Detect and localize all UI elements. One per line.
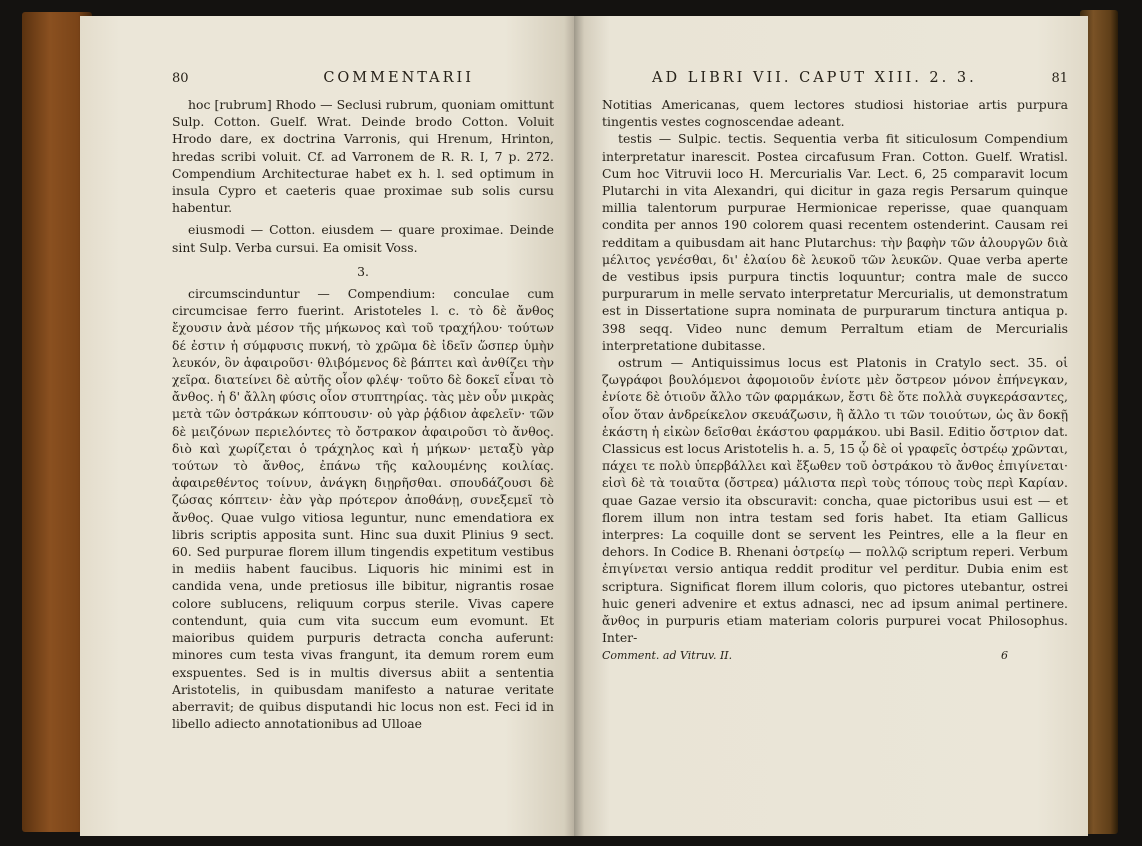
paragraph: circumscinduntur — Compendium: conculae cum circumcisae ferro fuerint. Aristoteles l. c. τὸ δὲ ἄνθος ἔχουσιν ἀνὰ μέσον τῆς μήκωνος καὶ τοῦ τραχήλου· τούτων δέ ἐστιν ἡ σύμφυσις πυκνή, τὸ χρῶμα δὲ ἰδεῖν ὥσπερ ὑμὴν λευκόν, ὃν ἀφαιροῦσι· θλιβόμενος δὲ βάπτει καὶ ἀνθίζει τὴν χεῖρα. διατείνει δὲ αὐτῆς οἷον φλέψ· τοῦτο δὲ δοκεῖ εἶναι τὸ ἄνθος. ἡ δ' ἄλλη φύσις οἷον στυπτηρίας. τὰς μὲν οὖν μικρὰς μετὰ τῶν ὀστράκων κόπτουσιν· οὐ γὰρ ῥᾴδιον ἀφελεῖν· τῶν δὲ μειζόνων περιελόντες τὸ ὄστρακον ἀφαιροῦσι τὸ ἄνθος. διὸ καὶ χωρίζεται ὁ τράχηλος καὶ ἡ μήκων· μεταξὺ γὰρ τούτων τὸ ἄνθος, ἐπάνω τῆς καλουμένης κοιλίας. ἀφαιρεθέντος τοίνυν, ἀνάγκη διῃρῆσθαι. σπουδάζουσι δὲ ζώσας κόπτειν· ἐὰν γὰρ πρότερον ἀποθάνῃ, συνεξεμεῖ τὸ ἄνθος. Quae vulgo vitiosa leguntur, nunc emendatiora ex libris scriptis apposita sunt. Hinc sua duxit Plinius 9 sect. 60. Sed purpurae florem illum tingendis expetitum vestibus in mediis habent faucibus. Liquoris hic minimi est in candida vena, unde pretiosus ille bibitur, nigrantis rosae colore sublucens, reliquum corpus sterile. Vivas capere contendunt, quia cum vita succum eum evomunt. Et maioribus quidem purpuris detracta concha auferunt: minores cum testa vivas frangunt, ita demum rorem eum exspuentes. Sed is in multis diversus abiit a sententia Aristotelis, in quibusdam manifesto a naturae veritate aberravit; de quibus disputandi hic locus non est. Feci id in libello adiecto annotationibus ad Ulloae <box>172 286 554 732</box>
left-page-body <box>172 96 554 732</box>
left-page <box>80 16 574 836</box>
section-number: 3. <box>357 263 369 279</box>
paragraph: eiusmodi — Cotton. eiusdem — quare proximae. Deinde sint Sulp. Verba cursui. Ea omisit Voss. <box>172 222 554 255</box>
right-running-head-title: AD LIBRI VII. CAPUT XIII. 2. 3. <box>652 70 977 86</box>
left-page-number: 80 <box>172 71 189 86</box>
paragraph: testis — Sulpic. tectis. Sequentia verba fit siticulosum Compendium interpretatur inarescit. Postea circafusum Fran. Cotton. Guelf. Wratisl. Cum hoc Vitruvii loco H. Mercurialis Var. Lect. 6, 25 comparavit locum Plutarchi in vita Alexandri, qui dicitur in gaza regis Persarum quinque millia talentorum purpurae Hermionicae reperisse, quae quanquam condita per annos 190 colorem quasi recentem ostenderint. Causam rei redditam a quibusdam ait hanc Plutarchus: τὴν βαφὴν τῶν ἁλουργῶν διὰ μέλιτος γενέσθαι, δι' ἐλαίου δὲ λευκοῦ τῶν λευκῶν. Quae verba aperte de vestibus ipsis purpura tinctis loquuntur; contra male de succo purpurarum in melle servato interpretatur Mercurialis, ut demonstratum est in Dissertatione supra nominata de purpurarum tinctura antiqua p. 398 seqq. Video nunc demum Perraltum etiam de Mercurialis interpretatione dubitasse. <box>602 131 1068 353</box>
footer-title: Comment. ad Vitruv. II. <box>602 648 733 662</box>
left-running-head <box>172 70 554 96</box>
footer-signature: 6 <box>1001 648 1008 662</box>
paragraph: Notitias Americanas, quem lectores studiosi historiae artis purpura tingentis vestes cognoscendae adeant. <box>602 97 1068 130</box>
right-page-body <box>602 96 1068 647</box>
right-page-number: 81 <box>1051 71 1068 86</box>
right-running-head <box>602 70 1068 96</box>
right-page <box>574 16 1088 836</box>
left-running-head-title: COMMENTARII <box>323 70 474 86</box>
paragraph: hoc [rubrum] Rhodo — Seclusi rubrum, quoniam omittunt Sulp. Cotton. Guelf. Wrat. Deinde brodo Cotton. Voluit Hrodo dare, ex doctrina Varronis, qui Hrenum, Hrinton, hredas scribi voluit. Cf. ad Varronem de R. R. I, 7 p. 272. Compendium Architecturae habet ex h. l. sed optimum in insula Cypro et caeteris quae proximae sub solis cursu habentur. <box>172 97 554 216</box>
paragraph: ostrum — Antiquissimus locus est Platonis in Cratylo sect. 35. οἱ ζωγράφοι βουλόμενοι ἀφομοιοῦν ἐνίοτε μὲν ὄστρεον μόνον ἐπήνεγκαν, ἐνίοτε δὲ ὁτιοῦν ἄλλο τῶν φαρμάκων, ἔστι δὲ ὅτε πολλὰ συγκεράσαντες, οἷον ὅταν ἀνδρείκελον σκευάζωσιν, ἢ ἄλλο τι τῶν τοιούτων, ὡς ἂν δοκῇ ἑκάστη ἡ εἰκὼν δεῖσθαι ἑκάστου φαρμάκου. ubi Basil. Editio ὄστριον dat. Classicus est locus Aristotelis h. a. 5, 15 ᾧ δὲ οἱ γραφεῖς ὀστρέῳ χρῶνται, πάχει τε πολὺ ὑπερβάλλει καὶ ἔξωθεν τοῦ ὀστράκου τὸ ἄνθος ἐπιγίνεται· εἰσὶ δὲ τὰ τοιαῦτα (ὄστρεα) μάλιστα περὶ τοὺς τόπους τοὺς περὶ Καρίαν. quae Gazae versio ita obscuravit: concha, quae pictoribus usui est — et florem illum non intra testam sed foris habet. Ita etiam Gallicus interpres: La coquille dont se servent les Peintres, elle a la fleur en dehors. In Codice B. Rhenani ὀστρείῳ — πολλῷ scriptum reperi. Verbum ἐπιγίνεται versio antiqua reddit proditur vel perditur. Dubia enim est scriptura. Significat florem illum coloris, quo pictores utebantur, ostrei huic generi advenire et extus adnasci, nec ad ipsum animal pertinere. ἄνθος in purpuris etiam materiam coloris purpurei vocat Philosophus. Inter- <box>602 355 1068 646</box>
page-footer <box>602 649 1068 662</box>
